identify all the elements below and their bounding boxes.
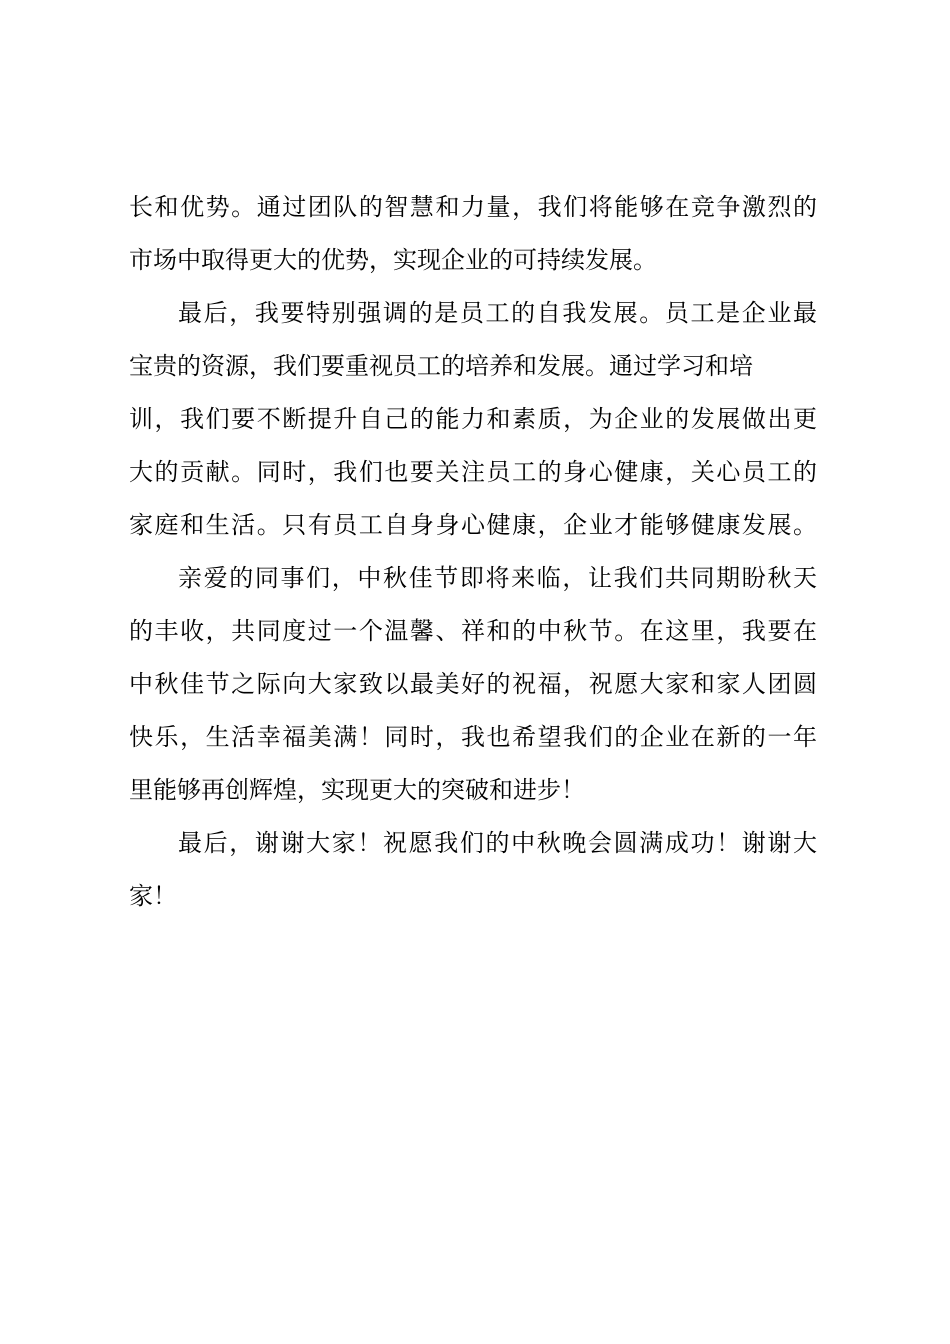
paragraph-first-line: 最后，谢谢大家！祝愿我们的中秋晚会圆满成功！谢谢大 [178, 829, 817, 857]
text-line: 大的贡献。同时，我们也要关注员工的身心健康，关心员工的 [129, 458, 817, 486]
text-line: 的丰收，共同度过一个温馨、祥和的中秋节。在这里，我要在 [129, 617, 817, 645]
text-line: 家庭和生活。只有员工自身身心健康，企业才能够健康发展。 [129, 511, 817, 539]
text-line: 中秋佳节之际向大家致以最美好的祝福，祝愿大家和家人团圆 [129, 670, 817, 698]
text-line: 快乐，生活幸福美满！同时，我也希望我们的企业在新的一年 [129, 723, 817, 751]
text-line: 市场中取得更大的优势，实现企业的可持续发展。 [129, 246, 657, 274]
document-body [129, 181, 829, 923]
text-line: 长和优势。通过团队的智慧和力量，我们将能够在竞争激烈的 [129, 193, 817, 221]
text-line: 里能够再创辉煌，实现更大的突破和进步！ [129, 776, 585, 804]
paragraph-first-line: 最后，我要特别强调的是员工的自我发展。员工是企业最 [178, 299, 817, 327]
text-line: 家！ [129, 882, 177, 910]
text-line: 宝贵的资源，我们要重视员工的培养和发展。通过学习和培 [129, 352, 753, 380]
text-line: 训，我们要不断提升自己的能力和素质，为企业的发展做出更 [129, 405, 817, 433]
paragraph-first-line: 亲爱的同事们，中秋佳节即将来临，让我们共同期盼秋天 [178, 564, 817, 592]
